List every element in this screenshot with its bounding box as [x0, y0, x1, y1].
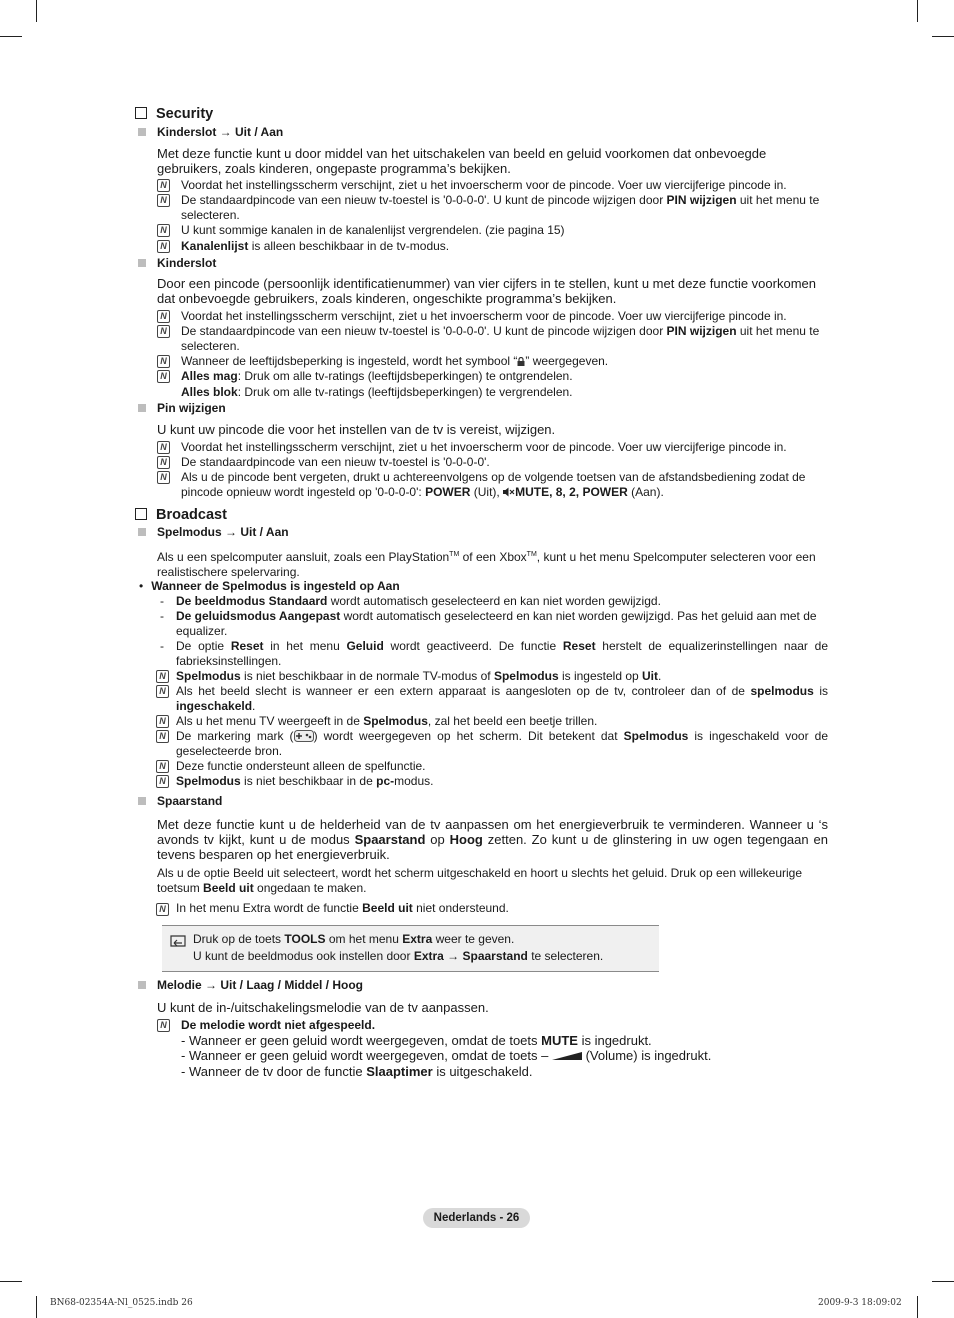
note-text: U kunt sommige kanalen in de kanalenlijst vergrendelen. (zie pagina 15)	[181, 223, 565, 237]
note-text: Alles blok: Druk om alle tv-ratings (leeftijdsbeperkingen) te vergrendelen.	[181, 385, 573, 399]
note-icon: N	[157, 224, 170, 237]
kinderslot2-body: Door een pincode (persoonlijk identificatienummer) van vier cijfers in te stellen, kunt u met deze functie voorkomen dat onbevoegde gebruikers, zoals kinderen, ongeschikte programma’s bekijken.	[157, 276, 816, 306]
dash-item: De geluidsmodus Aangepast wordt automatisch geselecteerd en kan niet worden gewijzigd. Pas het geluid aan met de equalizer.	[176, 609, 817, 638]
crop-mark	[917, 0, 918, 22]
note-icon: N	[157, 441, 170, 454]
note-text: Spelmodus is niet beschikbaar in de pc-modus.	[176, 774, 434, 788]
page-number: Nederlands - 26	[423, 1208, 530, 1228]
square-bullet-icon	[138, 128, 146, 136]
crop-mark	[0, 36, 22, 37]
footer-timestamp: 2009-9-3 18:09:02	[818, 1298, 902, 1308]
note-icon: N	[156, 715, 169, 728]
dash-item: De beeldmodus Standaard wordt automatisch geselecteerd en kan niet worden gewijzigd.	[176, 594, 661, 608]
kinderslot-body: Met deze functie kunt u door middel van het uitschakelen van beeld en geluid voorkomen dat onbevoegde gebruikers, zoals kinderen, ongepaste programma’s bekijken.	[157, 146, 767, 176]
note-icon: N	[157, 355, 170, 368]
crop-mark	[36, 1296, 37, 1318]
subheading-kinderslot-2: Kinderslot	[138, 256, 216, 270]
note-text: Als u het menu TV weergeeft in de Spelmodus, zal het beeld een beetje trillen.	[176, 714, 598, 728]
note-text: Wanneer de leeftijdsbeperking is ingesteld, wordt het symbool “ ” weergegeven.	[181, 354, 609, 368]
note-icon: N	[156, 730, 169, 743]
note-icon: N	[157, 240, 170, 253]
note-text: Als het beeld slecht is wanneer er een extern apparaat is aangesloten op de tv, controleer dan of de spelmodus is ingeschakeld.	[176, 684, 829, 713]
crop-mark	[932, 36, 954, 37]
note-text: In het menu Extra wordt de functie Beeld uit niet ondersteund.	[176, 901, 509, 915]
melodie-line-2: - Wanneer er geen geluid wordt weergegeven, omdat de toets – (Volume) is ingedrukt.	[181, 1048, 712, 1063]
note-text: Alles mag: Druk om alle tv-ratings (leeftijdsbeperkingen) te ontgrendelen.	[181, 369, 573, 383]
subheading-pin-wijzigen: Pin wijzigen	[138, 401, 226, 415]
checkbox-icon	[135, 107, 147, 119]
crop-mark	[36, 0, 37, 22]
square-bullet-icon	[138, 404, 146, 412]
melodie-line-1: - Wanneer er geen geluid wordt weergegeven, omdat de toets MUTE is ingedrukt.	[181, 1033, 652, 1048]
square-bullet-icon	[138, 528, 146, 536]
note-text: De standaardpincode van een nieuw tv-toestel is '0-0-0-0'. U kunt de pincode wijzigen door PIN wijzigen uit het menu te selecteren.	[181, 324, 820, 353]
subheading-spelmodus: Spelmodus → Uit / Aan	[138, 525, 289, 539]
note-icon: N	[156, 775, 169, 788]
tip-line-1: Druk op de toets TOOLS om het menu Extra weer te geven.	[193, 932, 515, 946]
note-text: Voordat het instellingsscherm verschijnt, ziet u het invoerscherm voor de pincode. Voer uw viercijferige pincode in.	[181, 309, 787, 323]
crop-mark	[932, 1281, 954, 1282]
spaarstand-body-2: Als u de optie Beeld uit selecteert, wordt het scherm uitgeschakeld en hoort u slechts het geluid. Druk op een willekeurige toetsum Beeld uit ongedaan te maken.	[157, 866, 803, 895]
note-text: De standaardpincode van een nieuw tv-toestel is '0-0-0-0'. U kunt de pincode wijzigen door PIN wijzigen uit het menu te selecteren.	[181, 193, 820, 222]
note-icon: N	[156, 685, 169, 698]
subheading-melodie: Melodie → Uit / Laag / Middel / Hoog	[138, 978, 363, 992]
square-bullet-icon	[138, 981, 146, 989]
checkbox-icon	[135, 508, 147, 520]
volume-icon	[552, 1048, 582, 1056]
bullet-item: • Wanneer de Spelmodus is ingesteld op Aan	[139, 579, 400, 593]
note-icon: N	[157, 325, 170, 338]
note-text: De melodie wordt niet afgespeeld.	[181, 1018, 376, 1032]
dash-icon: -	[160, 609, 164, 623]
section-title-broadcast: Broadcast	[135, 507, 227, 523]
note-icon: N	[157, 471, 170, 484]
note-text: Voordat het instellingsscherm verschijnt, ziet u het invoerscherm voor de pincode. Voer uw viercijferige pincode in.	[181, 440, 787, 454]
mute-icon	[503, 486, 515, 496]
pin-body: U kunt uw pincode die voor het instellen van de tv is vereist, wijzigen.	[157, 422, 556, 437]
note-icon: N	[157, 194, 170, 207]
note-icon: N	[157, 1019, 170, 1032]
note-icon: N	[156, 760, 169, 773]
section-title-security: Security	[135, 106, 213, 122]
spaarstand-body: Met deze functie kunt u de helderheid van de tv aanpassen om het energieverbruik te verminderen. Wanneer u ‘s avonds tv kijkt, kunt u de modus Spaarstand op Hoog zetten. Zo kunt u de glinstering in uw ogen tegengaan en tevens besparen op het energieverbruik.	[157, 817, 828, 862]
melodie-line-3: - Wanneer de tv door de functie Slaaptimer is uitgeschakeld.	[181, 1064, 533, 1079]
tools-icon	[170, 934, 186, 952]
note-text: Deze functie ondersteunt alleen de spelfunctie.	[176, 759, 426, 773]
note-icon: N	[157, 179, 170, 192]
subheading-spaarstand: Spaarstand	[138, 794, 222, 808]
note-text: Als u de pincode bent vergeten, drukt u achtereenvolgens op de volgende toetsen van de afstandsbediening zodat de pincode opnieuw wordt ingesteld op '0-0-0-0': POWER (Uit), MUTE, 8, 2, POWER (Aan).	[181, 470, 806, 499]
dash-icon: -	[160, 639, 164, 653]
melodie-body: U kunt de in-/uitschakelingsmelodie van de tv aanpassen.	[157, 1000, 489, 1015]
crop-mark	[917, 1296, 918, 1318]
note-icon: N	[156, 903, 169, 916]
square-bullet-icon	[138, 797, 146, 805]
note-text: De markering mark ( ) wordt weergegeven op het scherm. Dit betekent dat Spelmodus is ingeschakeld voor de geselecteerde bron.	[176, 729, 828, 758]
note-icon: N	[157, 456, 170, 469]
note-text: Voordat het instellingsscherm verschijnt, ziet u het invoerscherm voor de pincode. Voer uw viercijferige pincode in.	[181, 178, 787, 192]
note-icon: N	[156, 670, 169, 683]
note-icon: N	[157, 310, 170, 323]
square-bullet-icon	[138, 259, 146, 267]
note-text: Kanalenlijst is alleen beschikbaar in de tv-modus.	[181, 239, 450, 253]
footer-filename: BN68-02354A-Nl_0525.indb 26	[50, 1298, 193, 1308]
note-icon: N	[157, 370, 170, 383]
tools-tip-box	[162, 925, 659, 972]
dash-item: De optie Reset in het menu Geluid wordt geactiveerd. De functie Reset herstelt de equalizerinstellingen naar de fabrieksinstellingen.	[176, 639, 829, 668]
note-text: Spelmodus is niet beschikbaar in de normale TV-modus of Spelmodus is ingesteld op Uit.	[176, 669, 662, 683]
dash-icon: -	[160, 594, 164, 608]
gamepad-icon	[294, 730, 314, 742]
note-text: De standaardpincode van een nieuw tv-toestel is '0-0-0-0'.	[181, 455, 490, 469]
spelmodus-body: Als u een spelcomputer aansluit, zoals een PlayStation™ of een Xbox™, kunt u het menu Spelcomputer selecteren voor een realistischere spelervaring.	[157, 550, 816, 579]
crop-mark	[0, 1281, 22, 1282]
subheading-kinderslot: Kinderslot → Uit / Aan	[138, 125, 283, 139]
tip-line-2: U kunt de beeldmodus ook instellen door Extra → Spaarstand te selecteren.	[193, 949, 604, 963]
